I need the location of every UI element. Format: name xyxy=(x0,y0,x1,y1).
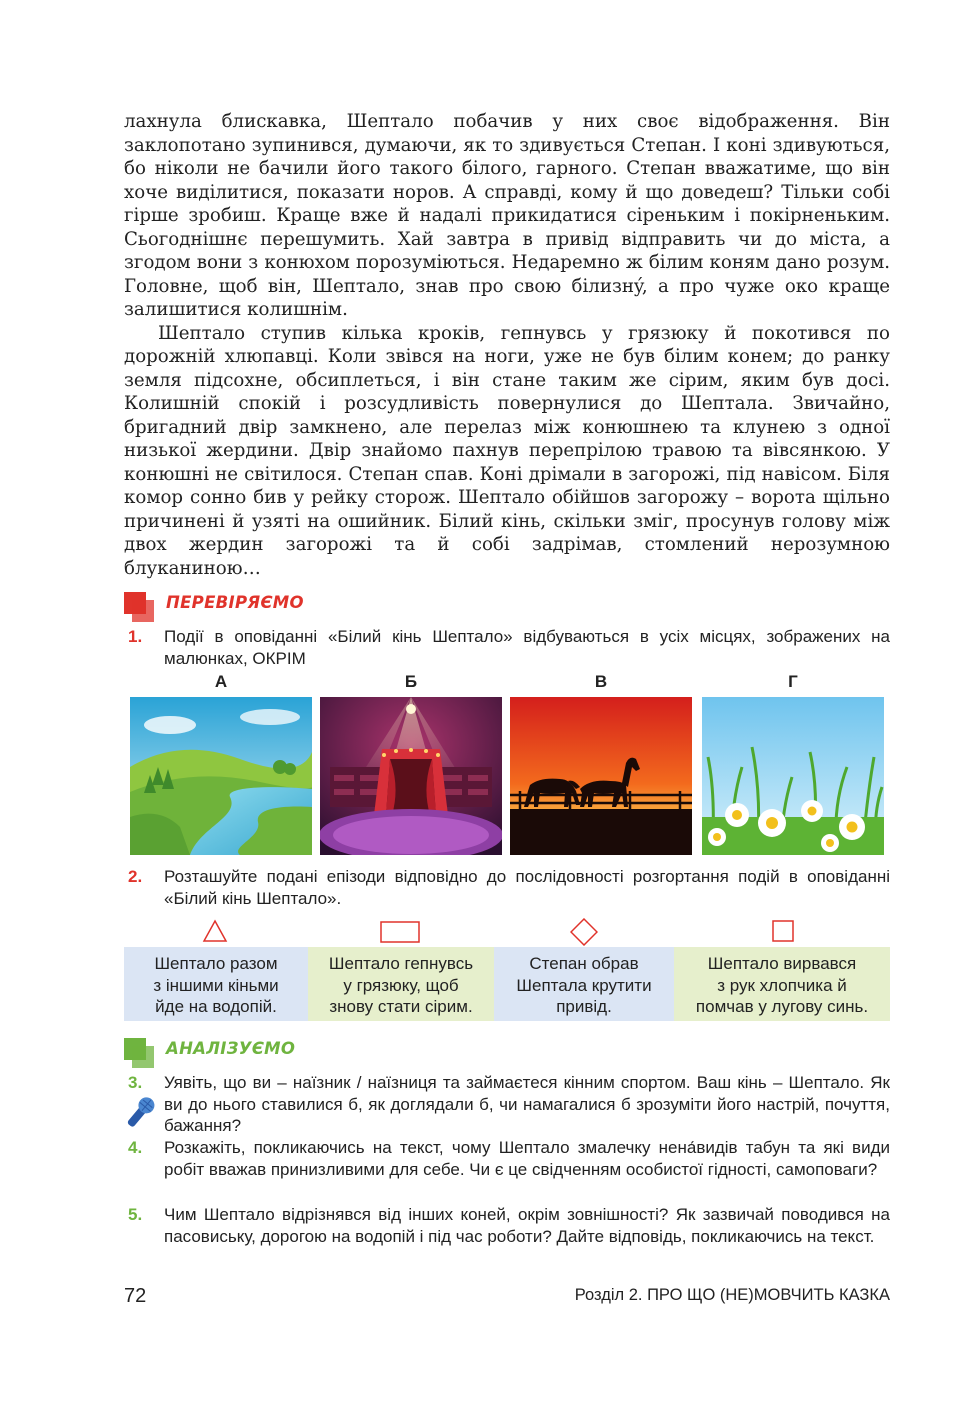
task-number: 1. xyxy=(128,627,143,646)
picture-circus-arena xyxy=(320,697,502,855)
episode-card xyxy=(494,947,674,1021)
episode-line: Шептало гепнувсь xyxy=(328,954,474,973)
diamond-icon xyxy=(570,918,598,946)
task-number: 4. xyxy=(128,1138,143,1157)
episode-line: Степан обрав xyxy=(529,954,639,973)
image-label: Б xyxy=(404,672,418,691)
triangle-icon xyxy=(202,919,228,943)
order-shapes xyxy=(0,918,963,946)
episode-line: йде на водопій. xyxy=(155,997,277,1016)
section-marker-icon xyxy=(132,600,154,622)
task-number: 3. xyxy=(128,1073,143,1092)
episode-card xyxy=(308,947,494,1021)
task-number: 5. xyxy=(128,1205,143,1224)
picture-landscape-river xyxy=(130,697,312,855)
episode-card xyxy=(124,947,308,1021)
page-number: 72 xyxy=(124,1285,147,1307)
task-text: Розкажіть, покликаючись на текст, чому Шептало змалечку нена́видів табун та які види робіт вважав принизливими для себе. Чи є це свідченням особистої гідності, самоповаги? xyxy=(164,1138,890,1179)
picture-horses-sunset xyxy=(510,697,692,855)
episode-cards xyxy=(124,947,890,1021)
episode-line: у грязюку, щоб xyxy=(343,975,459,995)
task-2 xyxy=(124,866,890,909)
task-number: 2. xyxy=(128,867,143,886)
episode-line: Шептало разом xyxy=(154,954,278,973)
image-label: Г xyxy=(788,672,798,691)
story-text xyxy=(124,110,890,580)
microphone-icon xyxy=(122,1093,158,1133)
rectangle-icon xyxy=(380,921,420,943)
task-text: Події в оповіданні «Білий кінь Шептало» відбуваються в усіх місцях, зображених на малюнках, ОКРІМ xyxy=(164,627,890,668)
task-4 xyxy=(124,1137,890,1180)
episode-line: знову стати сірим. xyxy=(329,997,473,1016)
task-5 xyxy=(124,1204,890,1247)
task-3 xyxy=(124,1072,890,1137)
episode-line: Шептала крутити xyxy=(516,975,652,995)
episode-line: Шептало вирвався xyxy=(707,954,857,973)
episode-line: з рук хлопчика й xyxy=(717,975,847,995)
section-title: ПЕРЕВІРЯЄМО xyxy=(166,593,304,612)
episode-card xyxy=(674,947,890,1021)
episode-line: з іншими кіньми xyxy=(153,975,279,995)
task-1 xyxy=(124,626,890,669)
section-marker-icon xyxy=(132,1046,154,1068)
episode-line: помчав у лугову синь. xyxy=(695,997,869,1016)
image-labels xyxy=(0,672,963,694)
image-label: А xyxy=(214,672,228,691)
picture-daisy-meadow xyxy=(702,697,884,855)
image-label: В xyxy=(594,672,608,691)
chapter-title: Розділ 2. ПРО ЩО (НЕ)МОВЧИТЬ КАЗКА xyxy=(574,1286,890,1304)
episode-line: привід. xyxy=(556,997,612,1016)
task-text: Розташуйте подані епізоди відповідно до послідовності розгортання подій в оповіданні «Білий кінь Шептало». xyxy=(164,867,890,908)
story-paragraph: лахнула блискавка, Шептало побачив у них своє відображення. Він заклопотано зупинився, думаючи, як то здивується Степан. І коні здивуються, бо ніколи не бачили його такого білого, гарного. Степан вважатиме, що він хоче виділитися, показати норов. А справді, кому й що доведеш? Тільки собі гірше зробиш. Краще вже й надалі прикидатися сіреньким і покірненьким. Сьогоднішнє перешумить. Хай завтра в привід відправить чи до міста, а згодом вони з конюхом порозуміються. Недаремно ж білим коням дано розум. Головне, щоб він, Шептало, знав про свою білизнý, а про чуже око краще залишитися колишнім. xyxy=(124,111,890,320)
task-text: Чим Шептало відрізнявся від інших коней, окрім зовнішності? Як зазвичай поводився на пасовиську, дорогою на водопій і під час роботи? Дайте відповідь, покликаючись на текст. xyxy=(164,1205,890,1246)
task-text: Уявіть, що ви – наїзник / наїзниця та займаєтеся кінним спортом. Ваш кінь – Шептало. Як ви до нього ставилися б, як доглядали б, чи намагалися б зрозуміти його настрій, почуття, бажання? xyxy=(164,1073,890,1135)
story-paragraph: Шептало ступив кілька кроків, гепнувсь у грязюку й покотився по дорожній хлюпавці. Коли звівся на ноги, уже не був білим конем; до ранку земля підсохне, обсиплеться, і він стане таким же сірим, яким був досі. Колишній спокій і розсудливість повернулися до Шептала. Звичайно, бригадний двір замкнено, але перелаз між конюшнею та клунею з одної низької жердини. Двір знайомо пахнув перепрілою травою та вівсянкою. У конюшні не світилося. Степан спав. Коні дрімали в загорожі, під навісом. Біля комор сонно бив у рейку сторож. Шептало обійшов загорожу – ворота щільно причинені й узяті на ошийник. Білий кінь, скільки зміг, просунув голову між двох жердин загорожі та й собі задрімав, стомлений нерозумною блуканиною… xyxy=(124,322,890,579)
square-icon xyxy=(772,920,794,942)
section-title: АНАЛІЗУЄМО xyxy=(166,1039,296,1058)
